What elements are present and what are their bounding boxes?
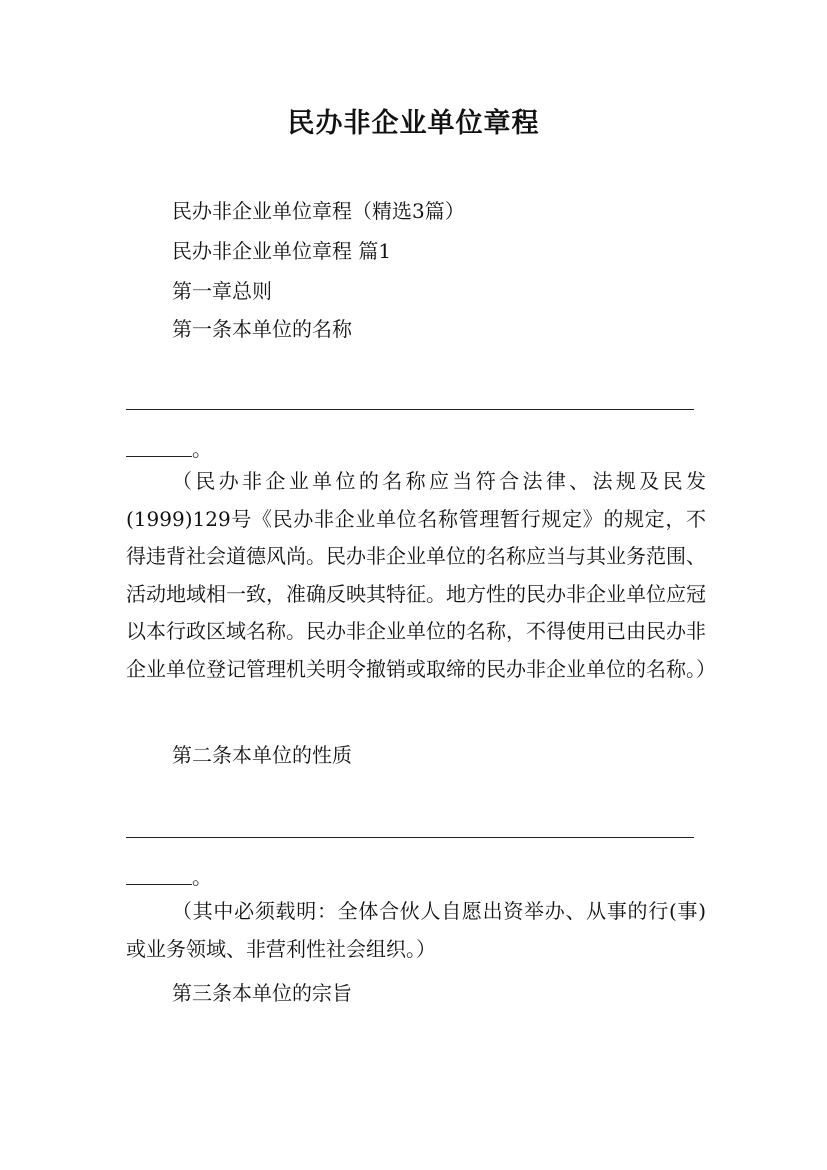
article-2-heading: 第二条本单位的性质: [172, 743, 352, 767]
article-1-fill-blank-end: [126, 434, 212, 464]
article-2-fill-blank: [126, 837, 694, 838]
document-title: 民办非企业单位章程: [287, 108, 540, 139]
chapter-heading: 第一章总则: [172, 279, 272, 303]
article-2-period: 。: [192, 865, 212, 889]
article-2-note: （其中必须载明：全体合伙人自愿出资举办、从事的行(事)或业务领域、非营利性社会组织。）: [126, 899, 706, 961]
blank-rule: [126, 456, 192, 457]
document-subtitle: 民办非企业单位章程（精选3篇）: [172, 199, 465, 223]
blank-rule: [126, 884, 192, 885]
article-3-heading: 第三条本单位的宗旨: [172, 981, 352, 1005]
article-2-fill-blank-end: [126, 862, 212, 892]
article-1-period: 。: [192, 437, 212, 461]
article-1-fill-blank: [126, 409, 694, 410]
article-1-heading: 第一条本单位的名称: [172, 317, 352, 341]
part-heading: 民办非企业单位章程 篇1: [172, 239, 392, 263]
article-1-note: （民办非企业单位的名称应当符合法律、法规及民发(1999)129号《民办非企业单位名称管理暂行规定》的规定，不得违背社会道德风尚。民办非企业单位的名称应当与其业务范围、活动地域相一致，准确反映其特征。地方性的民办非企业单位应冠以本行政区域名称。民办非企业单位的名称，不得使用已由民办非企业单位登记管理机关明令撤销或取缔的民办非企业单位的名称。）: [126, 469, 716, 681]
